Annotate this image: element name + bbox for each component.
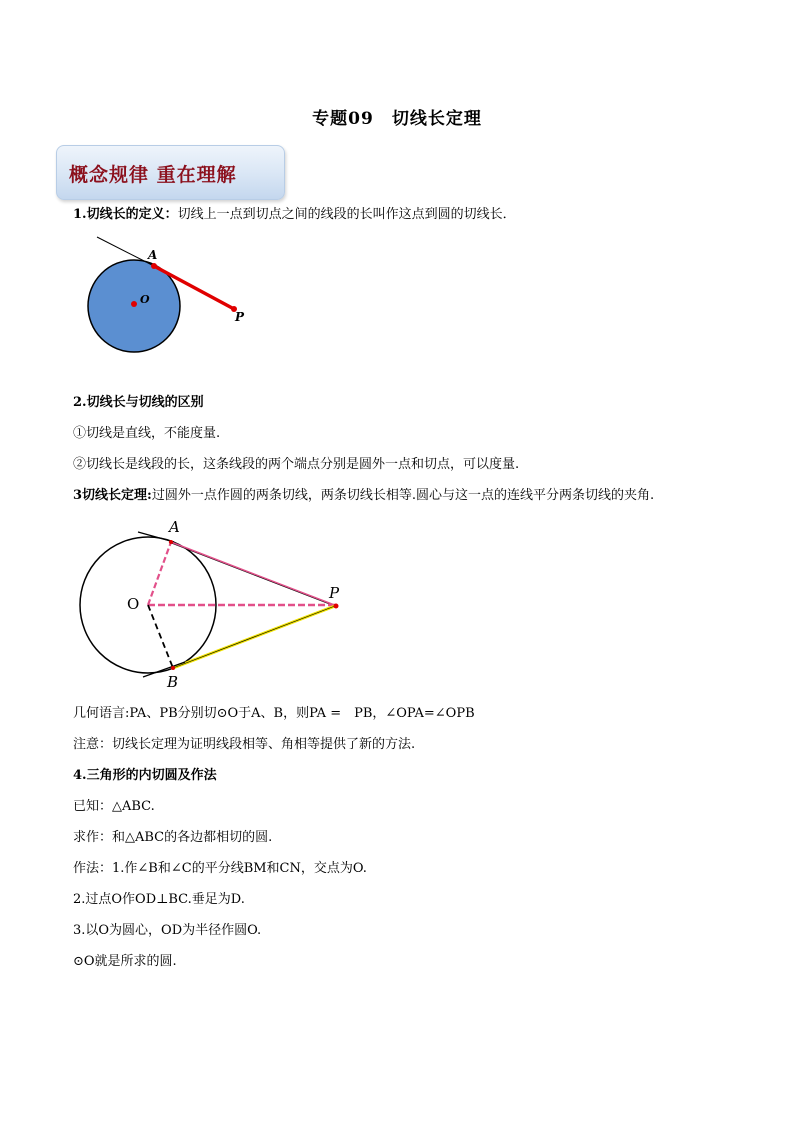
definition-paragraph [73, 206, 516, 224]
incircle-step-3: 3.以O为圆心，OD为半径作圆O. [73, 923, 262, 938]
incircle-conclusion: ⊙O就是所求的圆. [73, 954, 177, 969]
page-title: 专题09 切线长定理 [312, 109, 482, 129]
definition-heading: 1.切线长的定义： [73, 207, 178, 222]
label-a: A [148, 248, 158, 262]
point-b [171, 666, 175, 670]
difference-point-1: ①切线是直线，不能度量. [73, 426, 221, 441]
segment-bp-edge [173, 606, 335, 668]
label-o: O [127, 595, 140, 613]
point-p [334, 604, 339, 609]
definition-text: 切线上一点到切点之间的线段的长叫作这点到圆的切线长． [177, 207, 516, 222]
note-text: 注意：切线长定理为证明线段相等、角相等提供了新的方法. [73, 737, 416, 752]
tangent-line-b [143, 662, 185, 677]
radius-oa [148, 542, 171, 605]
tangent-theorem-figure [75, 515, 355, 695]
section-banner [56, 145, 285, 200]
label-p: P [235, 310, 245, 324]
tangent-length-figure [80, 232, 260, 357]
radius-ob [148, 605, 173, 668]
segment-ap-pink [171, 542, 337, 606]
incircle-find: 求作：和△ABC的各边都相切的圆. [73, 830, 273, 845]
difference-heading: 2.切线长与切线的区别 [73, 395, 204, 410]
point-a [151, 263, 157, 269]
difference-point-2: ②切线长是线段的长，这条线段的两个端点分别是圆外一点和切点，可以度量. [73, 457, 520, 472]
point-o [131, 301, 137, 307]
geometric-language: 几何语言:PA、PB分别切⊙O于A、B，则PA = PB，∠OPA=∠OPB [73, 706, 475, 721]
point-a [169, 540, 173, 544]
incircle-heading: 4.三角形的内切圆及作法 [73, 768, 217, 783]
theorem-heading: 3切线长定理: [73, 488, 152, 503]
incircle-known: 已知：△ABC. [73, 799, 155, 814]
incircle-step-2: 2.过点O作OD⊥BC.垂足为D. [73, 892, 245, 907]
label-a: A [169, 518, 180, 536]
incircle-step-1: 作法：1.作∠B和∠C的平分线BM和CN，交点为O. [73, 861, 367, 876]
label-b: B [167, 673, 179, 691]
theorem-text: 过圆外一点作圆的两条切线，两条切线长相等.圆心与这一点的连线平分两条切线的夹角. [151, 488, 655, 503]
label-o: O [140, 293, 150, 306]
theorem-paragraph [73, 487, 654, 505]
banner-label: 概念规律 重在理解 [69, 164, 237, 186]
label-p: P [329, 584, 340, 602]
